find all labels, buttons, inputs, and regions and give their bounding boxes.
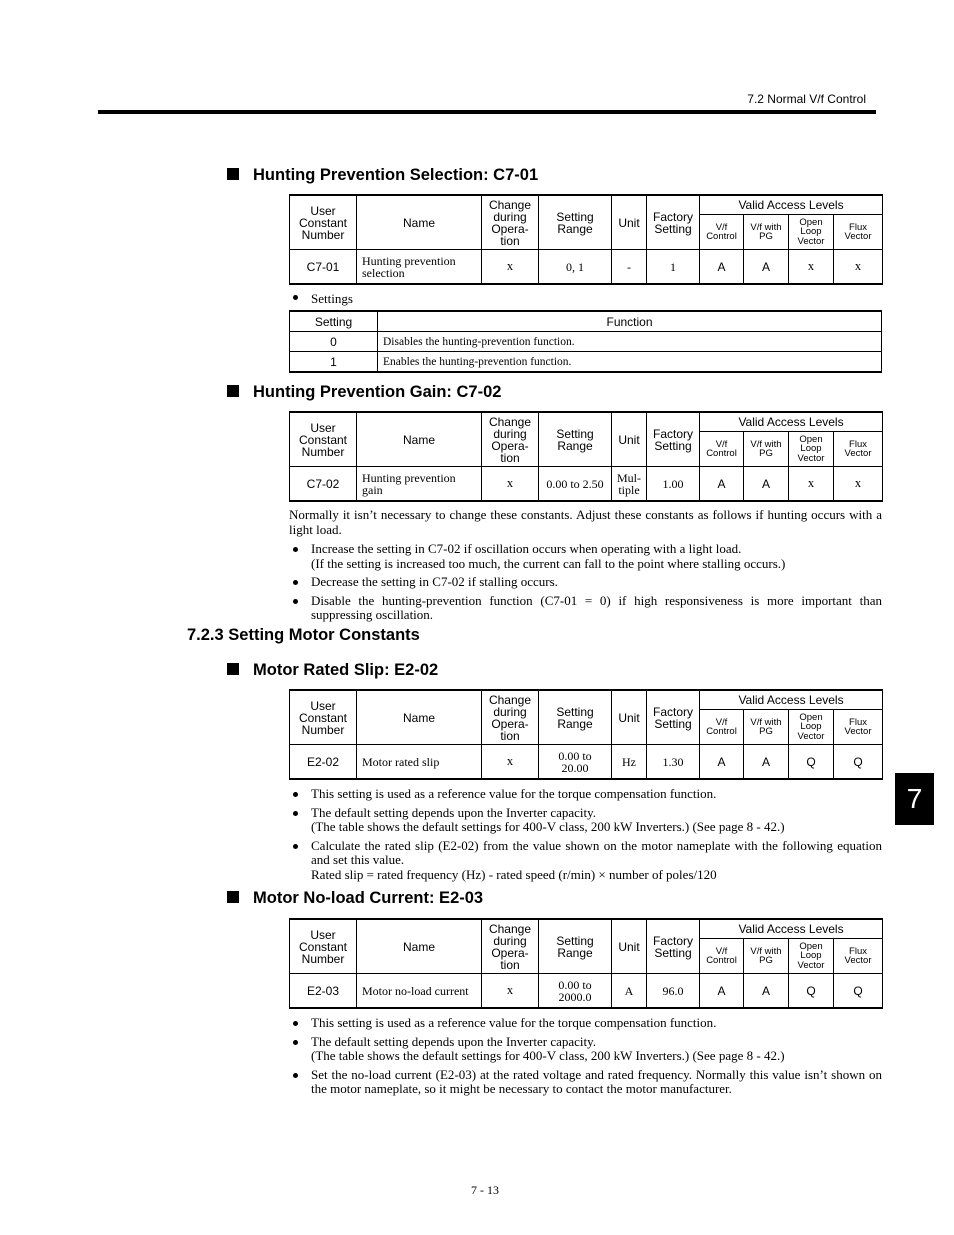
access-level-value: A xyxy=(700,467,744,502)
bullet-icon xyxy=(293,811,298,816)
name-line: Hunting prevention xyxy=(362,470,456,485)
header-line: Factory xyxy=(652,426,693,441)
section-heading-e2-03: Motor No-load Current: E2-03 xyxy=(227,889,483,908)
header-line: Open xyxy=(799,433,823,445)
header-user-constant-number xyxy=(290,195,357,250)
access-level-value: A xyxy=(744,974,789,1009)
bullet-item xyxy=(293,787,882,802)
header-access-level xyxy=(744,939,789,974)
setting-function: Enables the hunting-prevention function. xyxy=(378,352,882,373)
header-line: Range xyxy=(557,221,593,236)
header-line: V/f xyxy=(715,716,728,728)
header-line: Number xyxy=(301,951,345,966)
header-line: Setting xyxy=(556,933,594,948)
access-level-value: x xyxy=(834,250,883,285)
header-access-level xyxy=(789,432,834,467)
table-row xyxy=(290,974,883,1009)
header-line: Open xyxy=(799,940,823,952)
header-line: Vector xyxy=(844,448,872,459)
header-line: Number xyxy=(301,722,345,737)
settings-label: Settings xyxy=(293,291,353,307)
bullet-item xyxy=(293,1016,882,1031)
header-valid-access-levels: Valid Access Levels xyxy=(700,919,883,939)
header-line: Number xyxy=(301,227,345,242)
bullet-item xyxy=(293,806,882,835)
subsection-heading: 7.2.3 Setting Motor Constants xyxy=(187,626,420,644)
access-level-value: x xyxy=(789,467,834,502)
header-line: V/f with xyxy=(750,945,782,957)
header-line: Setting xyxy=(654,221,692,236)
constant-name xyxy=(357,974,482,1009)
header-line: Control xyxy=(706,955,737,966)
range-line: 20.00 xyxy=(561,760,589,775)
access-level-value: Q xyxy=(834,745,883,780)
access-level-value: A xyxy=(700,745,744,780)
constant-number: E2-03 xyxy=(290,974,357,1009)
header-line: during xyxy=(493,933,527,948)
header-line: Loop xyxy=(800,721,822,733)
header-line: Opera- xyxy=(491,221,529,236)
header-line: Constant xyxy=(298,939,348,954)
factory-setting-value: 1.00 xyxy=(647,467,700,502)
bullet-icon xyxy=(293,792,298,797)
header-line: V/f xyxy=(715,221,728,233)
settings-header-row xyxy=(290,311,882,332)
header-line: during xyxy=(493,209,527,224)
bullet-text: This setting is used as a reference value for the torque compensation function. xyxy=(311,1015,717,1030)
change-during-operation-value: x xyxy=(482,467,539,502)
bullet-icon xyxy=(293,1021,298,1026)
bullet-icon xyxy=(293,844,298,849)
header-line: V/f with xyxy=(750,438,782,450)
header-line: Vector xyxy=(797,959,825,971)
range-line: 2000.0 xyxy=(558,989,592,1004)
c7-02-bullet-list xyxy=(293,542,882,627)
header-line: Factory xyxy=(652,209,693,224)
header-line: Vector xyxy=(844,726,872,737)
header-line: Flux xyxy=(849,221,867,233)
setting-value: 0 xyxy=(290,332,378,352)
header-line: Setting xyxy=(556,704,594,719)
header-name: Name xyxy=(357,412,482,467)
square-bullet-icon xyxy=(227,663,239,675)
constant-name xyxy=(357,467,482,502)
header-line: Setting xyxy=(654,438,692,453)
header-access-level xyxy=(789,710,834,745)
header-access-level xyxy=(789,939,834,974)
bullet-item xyxy=(293,542,882,571)
header-unit: Unit xyxy=(612,690,647,745)
bullet-text: Increase the setting in C7-02 if oscillation occurs when operating with a light load. xyxy=(311,541,742,556)
constant-name xyxy=(357,250,482,285)
header-line: Setting xyxy=(654,945,692,960)
header-line: PG xyxy=(759,726,773,737)
access-level-value: A xyxy=(700,974,744,1009)
factory-setting-value: 1.30 xyxy=(647,745,700,780)
header-line: V/f xyxy=(715,438,728,450)
setting-value: 1 xyxy=(290,352,378,373)
constant-number: E2-02 xyxy=(290,745,357,780)
header-access-level xyxy=(744,432,789,467)
square-bullet-icon xyxy=(227,168,239,180)
header-line: Factory xyxy=(652,933,693,948)
header-line: PG xyxy=(759,955,773,966)
square-bullet-icon xyxy=(227,891,239,903)
header-line: Factory xyxy=(652,704,693,719)
unit-value xyxy=(612,974,647,1009)
header-factory-setting xyxy=(647,195,700,250)
table-row xyxy=(290,250,883,285)
unit-line: Hz xyxy=(622,754,636,769)
unit-value xyxy=(612,467,647,502)
header-access-level xyxy=(834,939,883,974)
access-level-value: Q xyxy=(789,745,834,780)
header-line: during xyxy=(493,426,527,441)
header-setting-range xyxy=(539,195,612,250)
header-line: Constant xyxy=(298,215,348,230)
header-line: Vector xyxy=(797,235,825,247)
range-line: 0, 1 xyxy=(566,259,584,274)
section-heading-e2-02: Motor Rated Slip: E2-02 xyxy=(227,661,438,680)
access-level-value: Q xyxy=(789,974,834,1009)
bullet-text: The default setting depends upon the Inverter capacity. xyxy=(311,1033,597,1049)
factory-setting-value: 1 xyxy=(647,250,700,285)
bullet-text: (The table shows the default settings for 400-V class, 200 kW Inverters.) (See page 8 - 42.) xyxy=(311,1048,785,1063)
header-line: Flux xyxy=(849,438,867,450)
header-access-level xyxy=(834,710,883,745)
range-line: 0.00 to xyxy=(558,977,592,992)
bullet-text: Disable the hunting-prevention function (C7-01 = 0) if high responsiveness is more important than suppressing oscillation. xyxy=(311,592,882,622)
header-line: Setting xyxy=(654,716,692,731)
settings-header-function: Function xyxy=(378,311,882,332)
name-line: selection xyxy=(362,265,405,280)
bullet-text: The default setting depends upon the Inverter capacity. xyxy=(311,804,597,820)
change-during-operation-value: x xyxy=(482,974,539,1009)
setting-function: Disables the hunting-prevention function. xyxy=(378,332,882,352)
bullet-icon xyxy=(293,580,298,585)
header-line: Setting xyxy=(556,209,594,224)
header-line: Number xyxy=(301,444,345,459)
section-heading-c7-01: Hunting Prevention Selection: C7-01 xyxy=(227,166,538,185)
header-line: Constant xyxy=(298,432,348,447)
header-line: Constant xyxy=(298,710,348,725)
bullet-icon xyxy=(293,547,298,552)
settings-row xyxy=(290,352,882,373)
c7-02-paragraph: Normally it isn’t necessary to change these constants. Adjust these constants as follows if hunting occurs with a light load. xyxy=(289,507,882,537)
header-line: User xyxy=(310,203,336,218)
bullet-icon xyxy=(293,1040,298,1045)
header-line: Vector xyxy=(797,730,825,742)
header-name: Name xyxy=(357,690,482,745)
header-line: Opera- xyxy=(491,438,529,453)
name-line: Motor rated slip xyxy=(362,754,440,769)
header-factory-setting xyxy=(647,690,700,745)
header-line: Control xyxy=(706,726,737,737)
bullet-text: Decrease the setting in C7-02 if stalling occurs. xyxy=(311,574,558,589)
square-bullet-icon xyxy=(227,385,239,397)
header-line: V/f xyxy=(715,945,728,957)
table-row xyxy=(290,745,883,780)
access-level-value: A xyxy=(700,250,744,285)
header-line: tion xyxy=(500,233,520,248)
header-line: Vector xyxy=(797,452,825,464)
table-header-row xyxy=(290,690,883,710)
unit-value xyxy=(612,250,647,285)
access-level-value: A xyxy=(744,745,789,780)
table-row xyxy=(290,467,883,502)
bullet-text: (If the setting is increased too much, the current can fall to the point where stalling occurs.) xyxy=(311,555,786,571)
settings-header-setting: Setting xyxy=(290,311,378,332)
header-line: Loop xyxy=(800,226,822,238)
bullet-item xyxy=(293,1068,882,1097)
header-change-during-operation xyxy=(482,195,539,250)
page-number: 7 - 13 xyxy=(471,1183,499,1197)
header-line: Change xyxy=(488,414,532,429)
access-level-value: A xyxy=(744,467,789,502)
unit-line: - xyxy=(627,259,631,274)
header-line: Open xyxy=(799,711,823,723)
header-line: tion xyxy=(500,450,520,465)
factory-setting-value: 96.0 xyxy=(647,974,700,1009)
parameter-table-c7-02 xyxy=(289,411,883,502)
header-access-level xyxy=(744,215,789,250)
header-line: Opera- xyxy=(491,716,529,731)
header-change-during-operation xyxy=(482,690,539,745)
unit-line: Mul- xyxy=(617,470,641,485)
header-access-level xyxy=(834,432,883,467)
unit-line: A xyxy=(624,983,634,998)
header-factory-setting xyxy=(647,919,700,974)
header-unit: Unit xyxy=(612,195,647,250)
unit-value xyxy=(612,745,647,780)
header-line: Opera- xyxy=(491,945,529,960)
header-name: Name xyxy=(357,195,482,250)
header-line: PG xyxy=(759,231,773,242)
header-line: Range xyxy=(557,945,593,960)
table-header-row xyxy=(290,412,883,432)
parameter-table-c7-01 xyxy=(289,194,883,285)
header-line: V/f with xyxy=(750,221,782,233)
unit-line: tiple xyxy=(618,482,640,497)
bullet-text: Calculate the rated slip (E2-02) from the value shown on the motor nameplate with the following equation and set this value. xyxy=(311,837,882,867)
header-user-constant-number xyxy=(290,919,357,974)
constant-number: C7-01 xyxy=(290,250,357,285)
header-line: Open xyxy=(799,216,823,228)
bullet-text: (The table shows the default settings for 400-V class, 200 kW Inverters.) (See page 8 - 42.) xyxy=(311,819,785,834)
header-line: User xyxy=(310,927,336,942)
setting-range-value xyxy=(539,250,612,285)
chapter-tab: 7 xyxy=(895,773,934,825)
header-valid-access-levels: Valid Access Levels xyxy=(700,195,883,215)
bullet-icon xyxy=(293,599,298,604)
name-line: gain xyxy=(362,482,383,497)
access-level-value: Q xyxy=(834,974,883,1009)
range-line: 0.00 to xyxy=(558,748,592,763)
header-line: V/f with xyxy=(750,716,782,728)
constant-number: C7-02 xyxy=(290,467,357,502)
header-user-constant-number xyxy=(290,412,357,467)
header-user-constant-number xyxy=(290,690,357,745)
bullet-item xyxy=(293,594,882,623)
header-access-level xyxy=(700,710,744,745)
section-heading-c7-02: Hunting Prevention Gain: C7-02 xyxy=(227,383,501,402)
header-line: tion xyxy=(500,957,520,972)
header-line: Change xyxy=(488,197,532,212)
header-line: Vector xyxy=(844,955,872,966)
header-name: Name xyxy=(357,919,482,974)
bullet-text: Set the no-load current (E2-03) at the rated voltage and rated frequency. Normally this value isn’t shown on the motor nameplate, so it might be necessary to contact the motor manufacturer. xyxy=(311,1066,882,1096)
constant-name xyxy=(357,745,482,780)
parameter-table-e2-03 xyxy=(289,918,883,1009)
header-change-during-operation xyxy=(482,919,539,974)
table-header-row xyxy=(290,195,883,215)
change-during-operation-value: x xyxy=(482,250,539,285)
header-unit: Unit xyxy=(612,919,647,974)
settings-table xyxy=(289,310,882,373)
header-setting-range xyxy=(539,690,612,745)
header-line: Loop xyxy=(800,443,822,455)
header-access-level xyxy=(744,710,789,745)
header-unit: Unit xyxy=(612,412,647,467)
header-setting-range xyxy=(539,919,612,974)
name-line: Hunting prevention xyxy=(362,253,456,268)
header-access-level xyxy=(700,432,744,467)
setting-range-value xyxy=(539,467,612,502)
header-change-during-operation xyxy=(482,412,539,467)
header-setting-range xyxy=(539,412,612,467)
bullet-icon xyxy=(293,295,298,300)
header-line: Control xyxy=(706,448,737,459)
table-header-row xyxy=(290,919,883,939)
header-line: Control xyxy=(706,231,737,242)
change-during-operation-value: x xyxy=(482,745,539,780)
header-line: during xyxy=(493,704,527,719)
bullet-text: Rated slip = rated frequency (Hz) - rated speed (r/min) × number of poles/120 xyxy=(311,866,717,882)
access-level-value: x xyxy=(789,250,834,285)
name-line: Motor no-load current xyxy=(362,983,469,998)
parameter-table-e2-02 xyxy=(289,689,883,780)
header-line: Vector xyxy=(844,231,872,242)
header-access-level xyxy=(834,215,883,250)
header-access-level xyxy=(789,215,834,250)
e2-02-bullet-list xyxy=(293,787,882,886)
header-access-level xyxy=(700,939,744,974)
bullet-text: This setting is used as a reference value for the torque compensation function. xyxy=(311,786,717,801)
header-line: tion xyxy=(500,728,520,743)
header-line: Range xyxy=(557,716,593,731)
header-valid-access-levels: Valid Access Levels xyxy=(700,690,883,710)
header-factory-setting xyxy=(647,412,700,467)
bullet-icon xyxy=(293,1073,298,1078)
running-head: 7.2 Normal V/f Control xyxy=(747,92,866,106)
bullet-item xyxy=(293,839,882,883)
header-line: Change xyxy=(488,921,532,936)
header-line: User xyxy=(310,698,336,713)
e2-03-bullet-list xyxy=(293,1016,882,1101)
header-line: Setting xyxy=(556,426,594,441)
range-line: 0.00 to 2.50 xyxy=(546,476,604,491)
header-line: User xyxy=(310,420,336,435)
setting-range-value xyxy=(539,745,612,780)
header-line: PG xyxy=(759,448,773,459)
bullet-item xyxy=(293,575,882,590)
setting-range-value xyxy=(539,974,612,1009)
bullet-item xyxy=(293,1035,882,1064)
settings-row xyxy=(290,332,882,352)
header-access-level xyxy=(700,215,744,250)
header-line: Flux xyxy=(849,945,867,957)
header-line: Range xyxy=(557,438,593,453)
access-level-value: A xyxy=(744,250,789,285)
access-level-value: x xyxy=(834,467,883,502)
header-line: Change xyxy=(488,692,532,707)
header-valid-access-levels: Valid Access Levels xyxy=(700,412,883,432)
header-line: Loop xyxy=(800,950,822,962)
header-line: Flux xyxy=(849,716,867,728)
header-rule xyxy=(98,110,876,114)
